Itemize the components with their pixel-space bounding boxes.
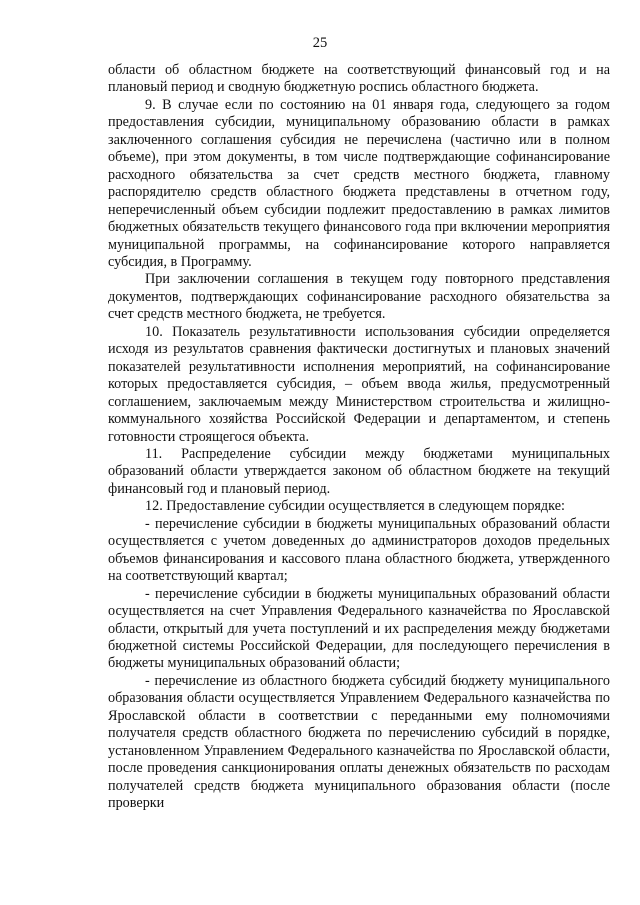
paragraph: области об областном бюджете на соответствующий финансовый год и на плановый период и сводную бюджетную роспись областного бюджета. [108,62,610,96]
document-body [108,62,610,812]
paragraph: 10. Показатель результативности использования субсидии определяется исходя из результатов сравнения фактически достигнутых и плановых значений показателей результативности исполнения мероприятий, на софинансирование которых предоставляется субсидия, – объем ввода жилья, предусмотренный соглашением, заключаемым между Министерством строительства и жилищно-коммунального хозяйства Российской Федерации и департаментом, и степень готовности строящегося объекта. [108,323,610,445]
paragraph: 12. Предоставление субсидии осуществляется в следующем порядке: [145,498,565,515]
paragraph: - перечисление субсидии в бюджеты муниципальных образований области осуществляется с учетом доведенных до администраторов доходов предельных объемов финансирования и кассового плана областного бюджета, утвержденного на соответствующий квартал; [108,515,610,585]
paragraph: - перечисление субсидии в бюджеты муниципальных образований области осуществляется на счет Управления Федерального казначейства по Ярославской области, открытый для учета поступлений и их распределения между бюджетами бюджетной системы Российской Федерации, для последующего перечисления в бюджеты муниципальных образований области; [108,585,610,672]
paragraph: При заключении соглашения в текущем году повторного представления документов, подтверждающих софинансирование расходного обязательства за счет средств местного бюджета, не требуется. [108,271,610,323]
paragraph: 9. В случае если по состоянию на 01 января года, следующего за годом предоставления субсидии, муниципальному образованию области в рамках заключенного соглашения субсидия не перечислена (частично или в полном объеме), при этом документы, в том числе подтверждающие софинансирование расходного обязательства за счет средств местного бюджета, главному распорядителю средств областного бюджета представлены в отчетном году, неперечисленный объем субсидии подлежит предоставлению в рамках лимитов бюджетных обязательств текущего финансового года при включении мероприятия муниципальной программы, на софинансирование которого направляется субсидия, в Программу. [108,96,610,270]
page-number: 25 [312,35,328,51]
paragraph: 11. Распределение субсидии между бюджетами муниципальных образований области утверждается законом об областном бюджете на текущий финансовый год и плановый период. [108,445,610,497]
paragraph: - перечисление из областного бюджета субсидий бюджету муниципального образования области осуществляется Управлением Федерального казначейства по Ярославской области в соответствии с переданными ему полномочиями получателя средств областного бюджета по перечислению субсидий в порядке, установленном Управлением Федерального казначейства по Ярославской области, после проведения санкционирования оплаты денежных обязательств по расходам получателей средств бюджета муниципального образования области (после проверки [108,672,610,812]
